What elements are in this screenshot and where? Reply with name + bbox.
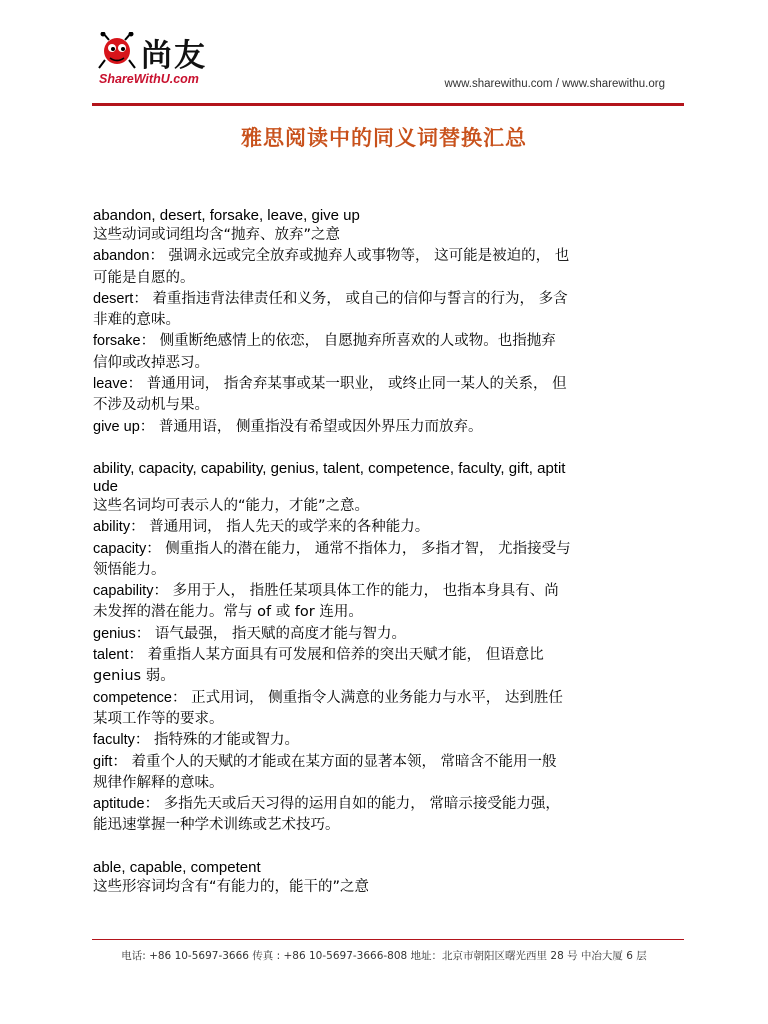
entry-definition-cont: 可能是自愿的。	[93, 269, 195, 286]
entry-term: capability	[93, 583, 154, 600]
entry-definition-cont: 能迅速掌握一种学术训练或艺术技巧。	[93, 817, 340, 834]
entry-definition: ： 多指先天或后天习得的运用自如的能力， 常暗示接受能力强，	[144, 796, 560, 813]
entry-definition-cont: 非难的意味。	[93, 312, 180, 329]
entry-definition-cont: genius 弱。	[93, 668, 175, 685]
entry	[93, 374, 683, 417]
entry-definition: ： 强调永远或完全放弃或抛弃人或事物等， 这可能是被迫的， 也	[149, 248, 570, 265]
document-body	[93, 207, 683, 920]
entry-definition: ： 着重指违背法律责任和义务， 或自己的信仰与誓言的行为， 多含	[133, 290, 568, 307]
entry	[93, 246, 683, 289]
entry-definition-cont: 不涉及动机与果。	[93, 397, 209, 414]
entry-definition: ： 着重个人的天赋的才能或在某方面的显著本领， 常暗含不能用一般	[112, 753, 557, 770]
entry	[93, 539, 683, 582]
entry-term: forsake	[93, 333, 141, 350]
entry	[93, 289, 683, 332]
logo-english-text: ShareWithU.com	[99, 72, 199, 86]
entry	[93, 417, 683, 438]
entry-term: faculty	[93, 732, 135, 749]
entry-term: ability	[93, 519, 131, 536]
group-heading: able, capable, competent	[93, 858, 261, 876]
ant-mascot-icon	[95, 32, 143, 72]
group-heading-cont: ude	[93, 477, 119, 495]
entry-definition-cont: 信仰或改掉恶习。	[93, 354, 209, 371]
document-title: 雅思阅读中的同义词替换汇总	[241, 126, 527, 150]
entry-definition: ： 普通用词， 指人先天的或学来的各种能力。	[130, 519, 430, 536]
entry-term: leave	[93, 376, 128, 393]
group-intro: 这些名词均可表示人的“能力，才能”之意。	[93, 497, 370, 514]
entry-term: competence	[93, 689, 172, 706]
entry	[93, 517, 683, 538]
entry-definition-cont: 未发挥的潜在能力。常与 of 或 for 连用。	[93, 604, 363, 621]
entry-definition-cont: 规律作解释的意味。	[93, 774, 224, 791]
synonym-group	[93, 859, 683, 898]
logo-chinese-text: 尚友	[141, 38, 207, 74]
entry-definition: ： 指特殊的才能或智力。	[134, 732, 300, 749]
entry-term: talent	[93, 647, 129, 664]
entry	[93, 645, 683, 688]
group-intro: 这些动词或词组均含“抛弃、放弃”之意	[93, 227, 341, 243]
entry	[93, 730, 683, 751]
entry-term: genius	[93, 625, 136, 642]
entry	[93, 752, 683, 795]
entry-term: capacity	[93, 540, 147, 557]
footer-divider	[92, 939, 684, 940]
entry-definition: ： 普通用语， 侧重指没有希望或因外界压力而放弃。	[139, 418, 483, 435]
entry	[93, 331, 683, 374]
entry-definition-cont: 某项工作等的要求。	[93, 710, 224, 727]
entry-definition: ： 侧重指人的潜在能力， 通常不指体力， 多指才智， 尤指接受与	[146, 540, 571, 557]
entry-term: desert	[93, 290, 134, 307]
entry	[93, 794, 683, 837]
group-heading: ability, capacity, capability, genius, talent, competence, faculty, gift, aptit	[93, 459, 566, 477]
page-header	[0, 0, 768, 108]
entry	[93, 688, 683, 731]
entry-term: gift	[93, 753, 113, 770]
synonym-group	[93, 207, 683, 438]
synonym-group	[93, 460, 683, 837]
header-divider	[92, 103, 684, 106]
entry	[93, 624, 683, 645]
footer-contact: 电话: +86 10-5697-3666 传真 : +86 10-5697-3666-808 地址：北京市朝阳区曙光西里 28 号 中冶大厦 6 层	[121, 950, 647, 962]
entry-term: give up	[93, 418, 140, 435]
entry-term: abandon	[93, 248, 150, 265]
sharewithu-logo[interactable]	[95, 32, 235, 92]
entry-definition: ： 语气最强， 指天赋的高度才能与智力。	[135, 625, 406, 642]
entry-term: aptitude	[93, 796, 145, 813]
group-intro: 这些形容词均含有“有能力的，能干的”之意	[93, 878, 370, 895]
entry-definition: ： 侧重断绝感情上的依恋， 自愿抛弃所喜欢的人或物。也指抛弃	[140, 333, 556, 350]
entry-definition: ： 普通用词， 指舍弃某事或某一职业， 或终止同一某人的关系， 但	[127, 376, 567, 393]
entry-definition: ： 正式用词， 侧重指令人满意的业务能力与水平， 达到胜任	[172, 689, 563, 706]
group-heading: abandon, desert, forsake, leave, give up	[93, 207, 360, 224]
entry-definition: ： 多用于人， 指胜任某项具体工作的能力， 也指本身具有、尚	[153, 583, 559, 600]
site-url[interactable]: www.sharewithu.com / www.sharewithu.org	[444, 78, 665, 90]
entry-definition-cont: 领悟能力。	[93, 561, 166, 578]
entry-definition: ： 着重指人某方面具有可发展和倍养的突出天赋才能， 但语意比	[128, 647, 544, 664]
entry	[93, 581, 683, 624]
